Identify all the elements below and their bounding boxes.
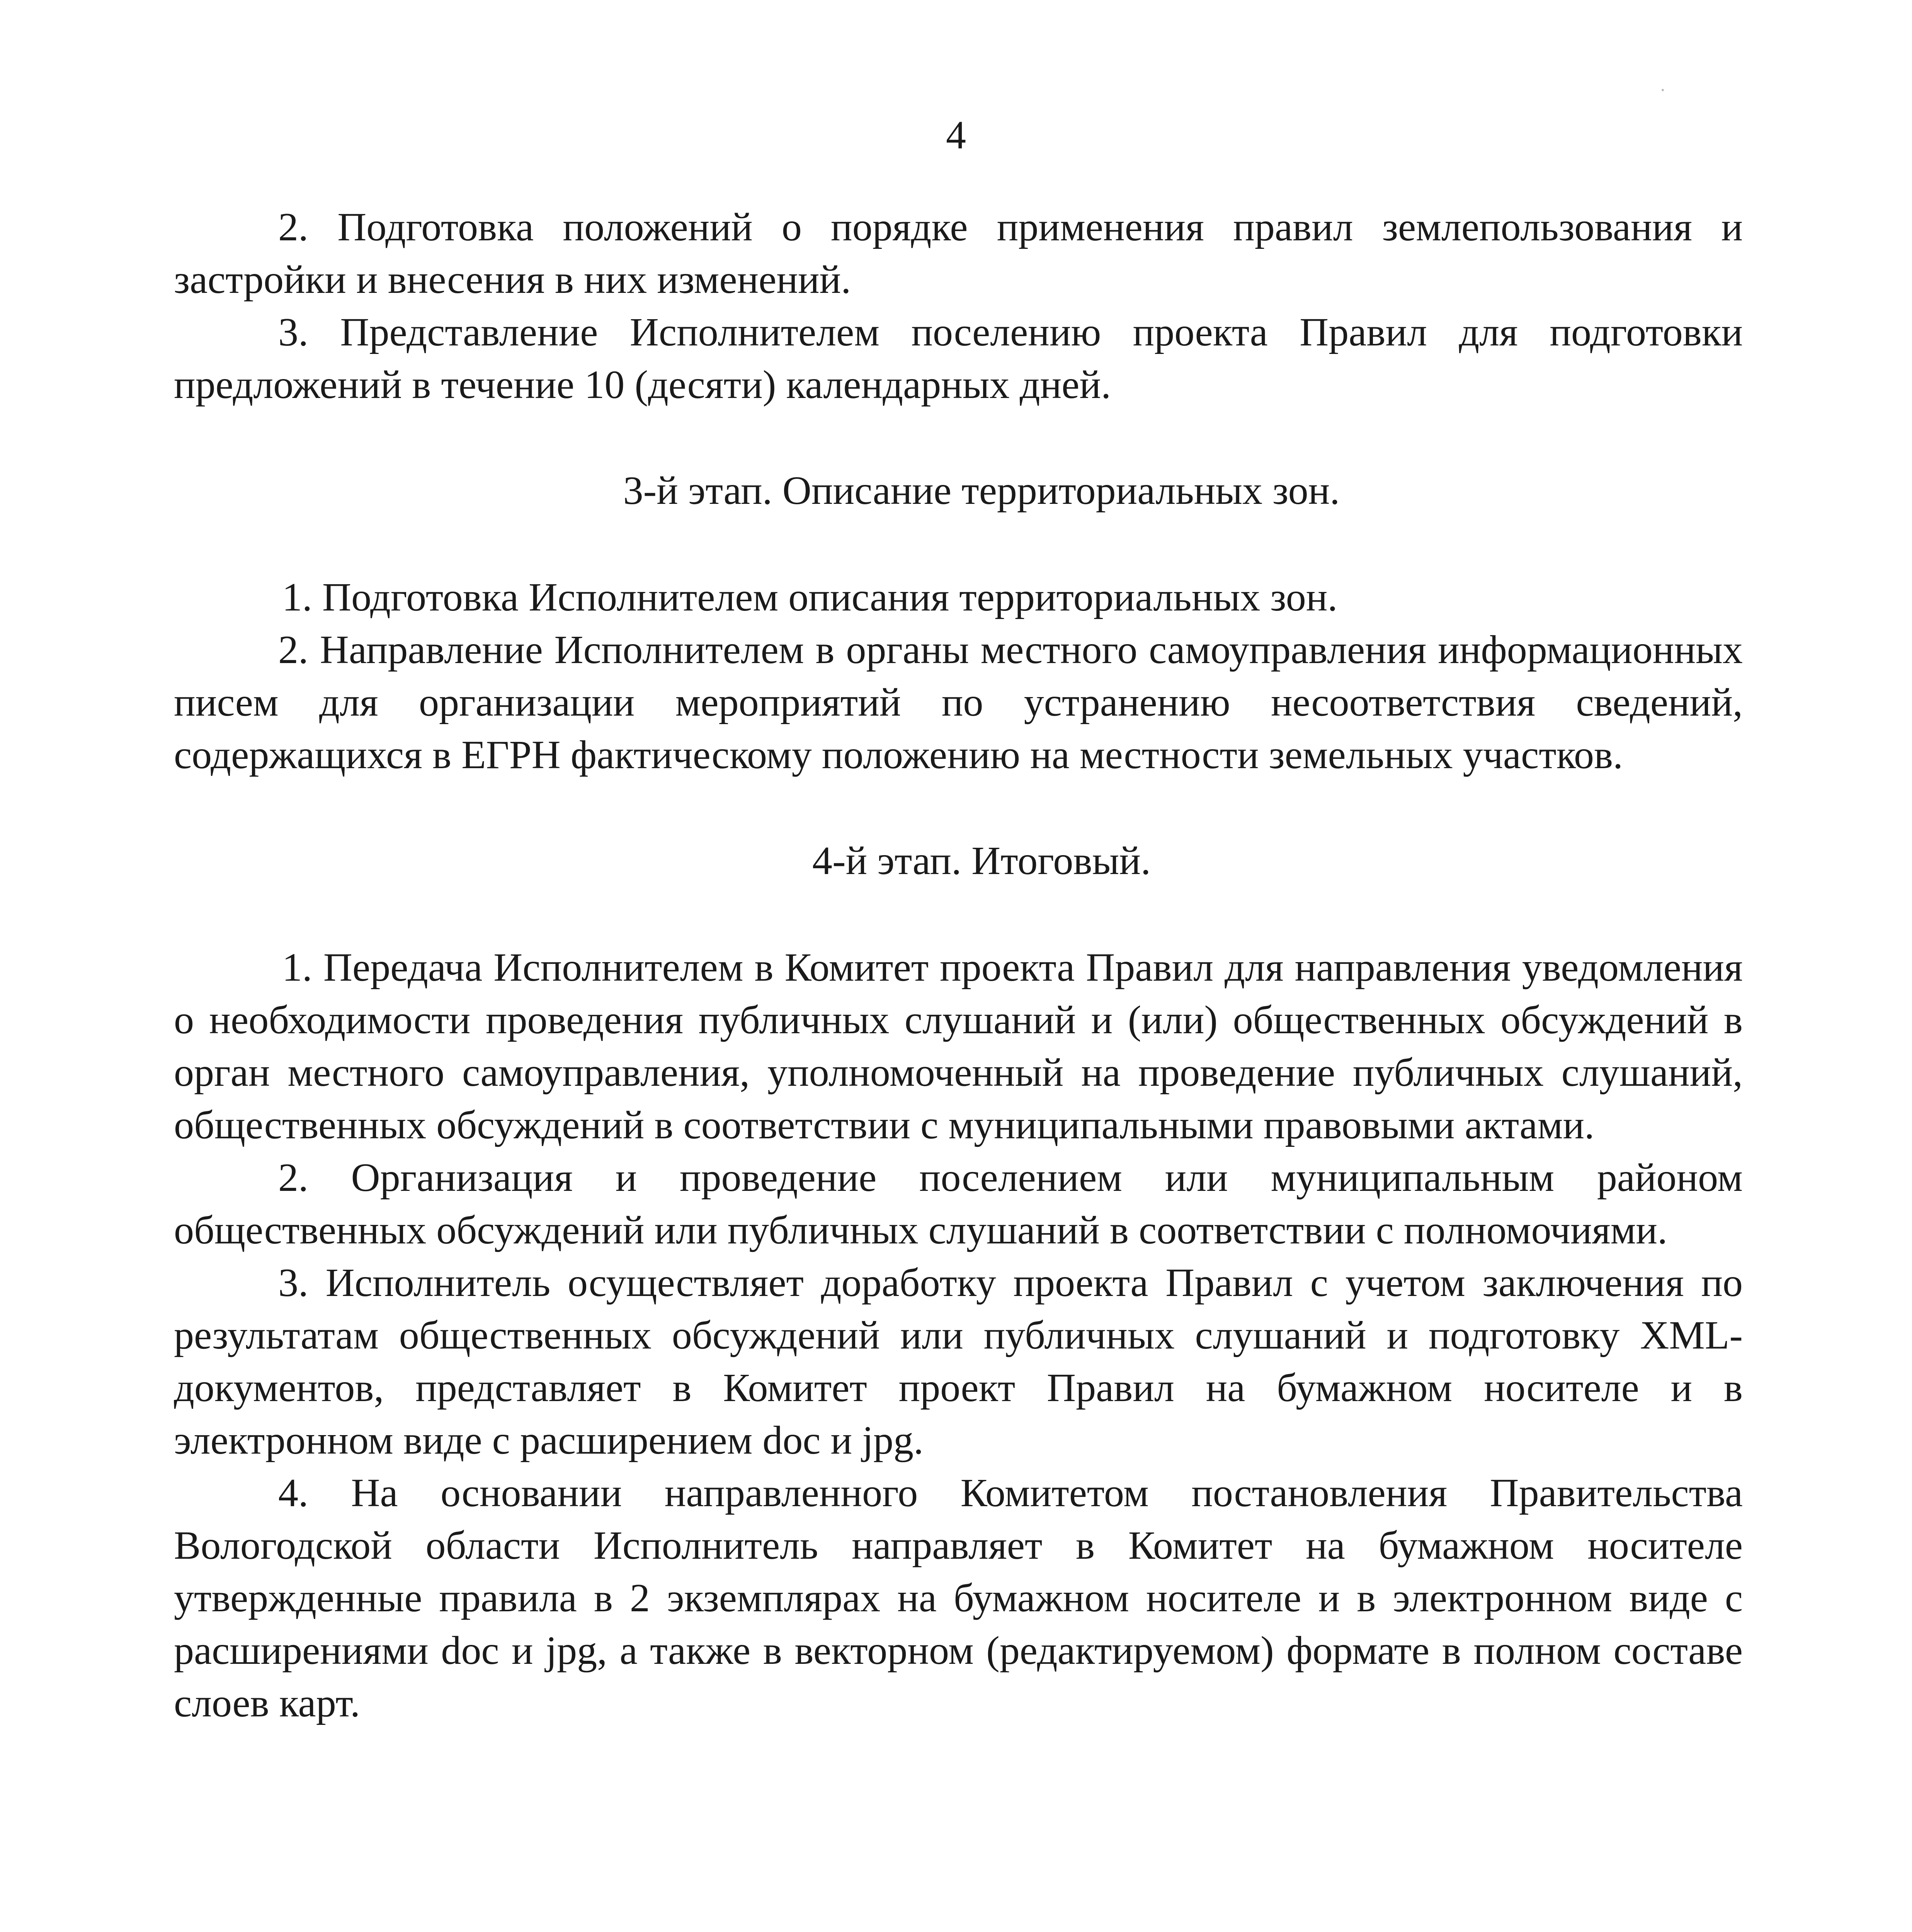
stage-4-section: [174, 835, 1743, 1730]
stage-4-item-3: 3. Исполнитель осуществляет доработку проекта Правил с учетом заключения по результатам общественных обсуждений или публичных слушаний и подготовку XML-документов, представляет в Комитет проект Правил на бумажном носителе и в электронном виде с расширением doc и jpg.: [174, 1260, 1743, 1463]
document-body: [174, 201, 1743, 1730]
stage-3-item-1: 1. Подготовка Исполнителем описания территориальных зон.: [282, 575, 1338, 619]
stage-3-item-2: 2. Направление Исполнителем в органы местного самоуправления информационных писем для организации мероприятий по устранению несоответствия сведений, содержащихся в ЕГРН фактическому положению на местности земельных участков.: [174, 628, 1743, 777]
stage-4-item-2: 2. Организация и проведение поселением или муниципальным районом общественных обсуждений или публичных слушаний в соответствии с полномочиями.: [174, 1155, 1743, 1252]
stage-4-item-4: 4. На основании направленного Комитетом постановления Правительства Вологодской области Исполнитель направляет в Комитет на бумажном носителе утвержденные правила в 2 экземплярах на бумажном носителе и в электронном виде с расширениями doc и jpg, а также в векторном (редактируемом) формате в полном составе слоев карт.: [174, 1471, 1743, 1725]
stage-2-item-3: 3. Представление Исполнителем поселению проекта Правил для подготовки предложений в течение 10 (десяти) календарных дней.: [174, 310, 1743, 407]
stage-3-section: [174, 464, 1743, 781]
stage-2-continuation: [174, 201, 1743, 411]
stage-4-heading: 4-й этап. Итоговый.: [812, 838, 1151, 883]
scan-speck: [1662, 89, 1664, 91]
stage-4-item-1: 1. Передача Исполнителем в Комитет проекта Правил для направления уведомления о необходимости проведения публичных слушаний и (или) общественных обсуждений в орган местного самоуправления, уполномоченный на проведение публичных слушаний, общественных обсуждений в соответствии с муниципальными правовыми актами.: [174, 945, 1743, 1147]
stage-2-item-2: 2. Подготовка положений о порядке применения правил землепользования и застройки и внесения в них изменений.: [174, 205, 1743, 302]
stage-3-heading: 3-й этап. Описание территориальных зон.: [623, 468, 1340, 513]
page-number: 4: [946, 113, 966, 157]
